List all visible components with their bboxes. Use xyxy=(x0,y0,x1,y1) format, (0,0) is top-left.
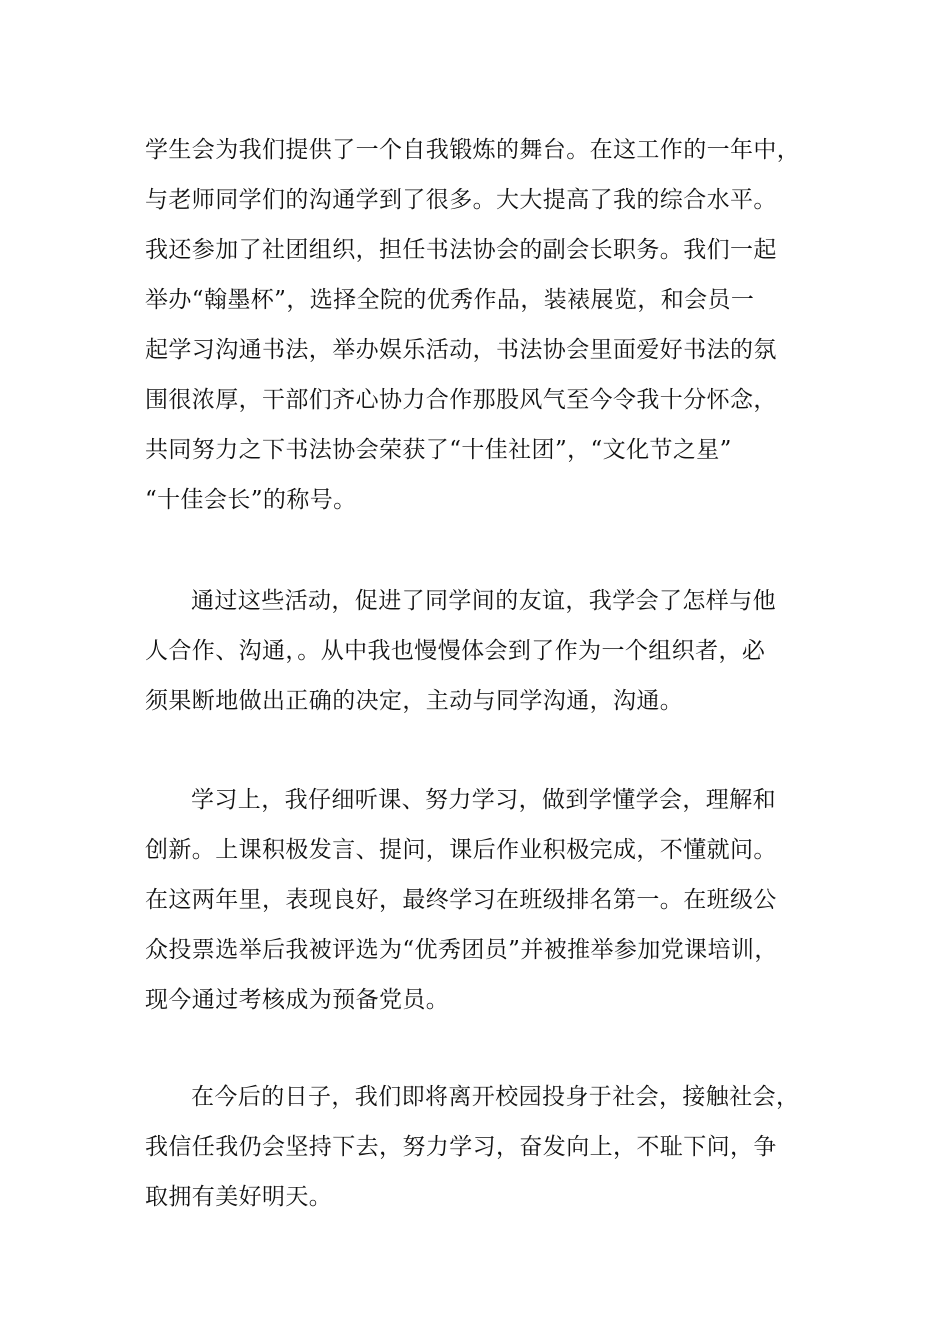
text-line: 起学习沟通书法，举办娱乐活动，书法协会里面爱好书法的氛 xyxy=(145,337,777,363)
text-line: “十佳会长”的称号。 xyxy=(145,487,357,513)
text-line: 取拥有美好明天。 xyxy=(145,1184,333,1210)
text-line: 众投票选举后我被评选为“优秀团员”并被推举参加党课培训， xyxy=(145,937,778,963)
text-line: 现今通过考核成为预备党员。 xyxy=(145,987,450,1013)
text-line: 与老师同学们的沟通学到了很多。大大提高了我的综合水平。 xyxy=(145,187,777,213)
text-line: 须果断地做出正确的决定，主动与同学沟通，沟通。 xyxy=(145,688,684,714)
text-line: 创新。上课积极发言、提问，课后作业积极完成，不懂就问。 xyxy=(145,837,777,863)
text-line: 我还参加了社团组织，担任书法协会的副会长职务。我们一起 xyxy=(145,237,777,263)
paragraph-future xyxy=(145,1072,845,1222)
paragraph-study xyxy=(145,775,845,1025)
text-line: 举办“翰墨杯”，选择全院的优秀作品，装裱展览，和会员一 xyxy=(145,287,755,313)
text-line: 共同努力之下书法协会荣获了“十佳社团”，“文化节之星” xyxy=(145,437,732,463)
paragraph-activities xyxy=(145,576,845,726)
text-line: 我信任我仍会坚持下去，努力学习，奋发向上，不耻下问，争 xyxy=(145,1134,777,1160)
text-line: 通过这些活动，促进了同学间的友谊，我学会了怎样与他 xyxy=(191,588,776,614)
text-line: 在今后的日子，我们即将离开校园投身于社会，接触社会， xyxy=(191,1084,800,1110)
text-line: 在这两年里，表现良好，最终学习在班级排名第一。在班级公 xyxy=(145,887,777,913)
text-line: 围很浓厚，干部们齐心协力合作那股风气至今令我十分怀念， xyxy=(145,387,777,413)
paragraph-student-union xyxy=(145,125,845,525)
text-line: 学生会为我们提供了一个自我锻炼的舞台。在这工作的一年中， xyxy=(145,137,801,163)
text-line: 学习上，我仔细听课、努力学习，做到学懂学会，理解和 xyxy=(191,787,776,813)
text-line: 人合作、沟通，。从中我也慢慢体会到了作为一个组织者，必 xyxy=(145,638,766,664)
